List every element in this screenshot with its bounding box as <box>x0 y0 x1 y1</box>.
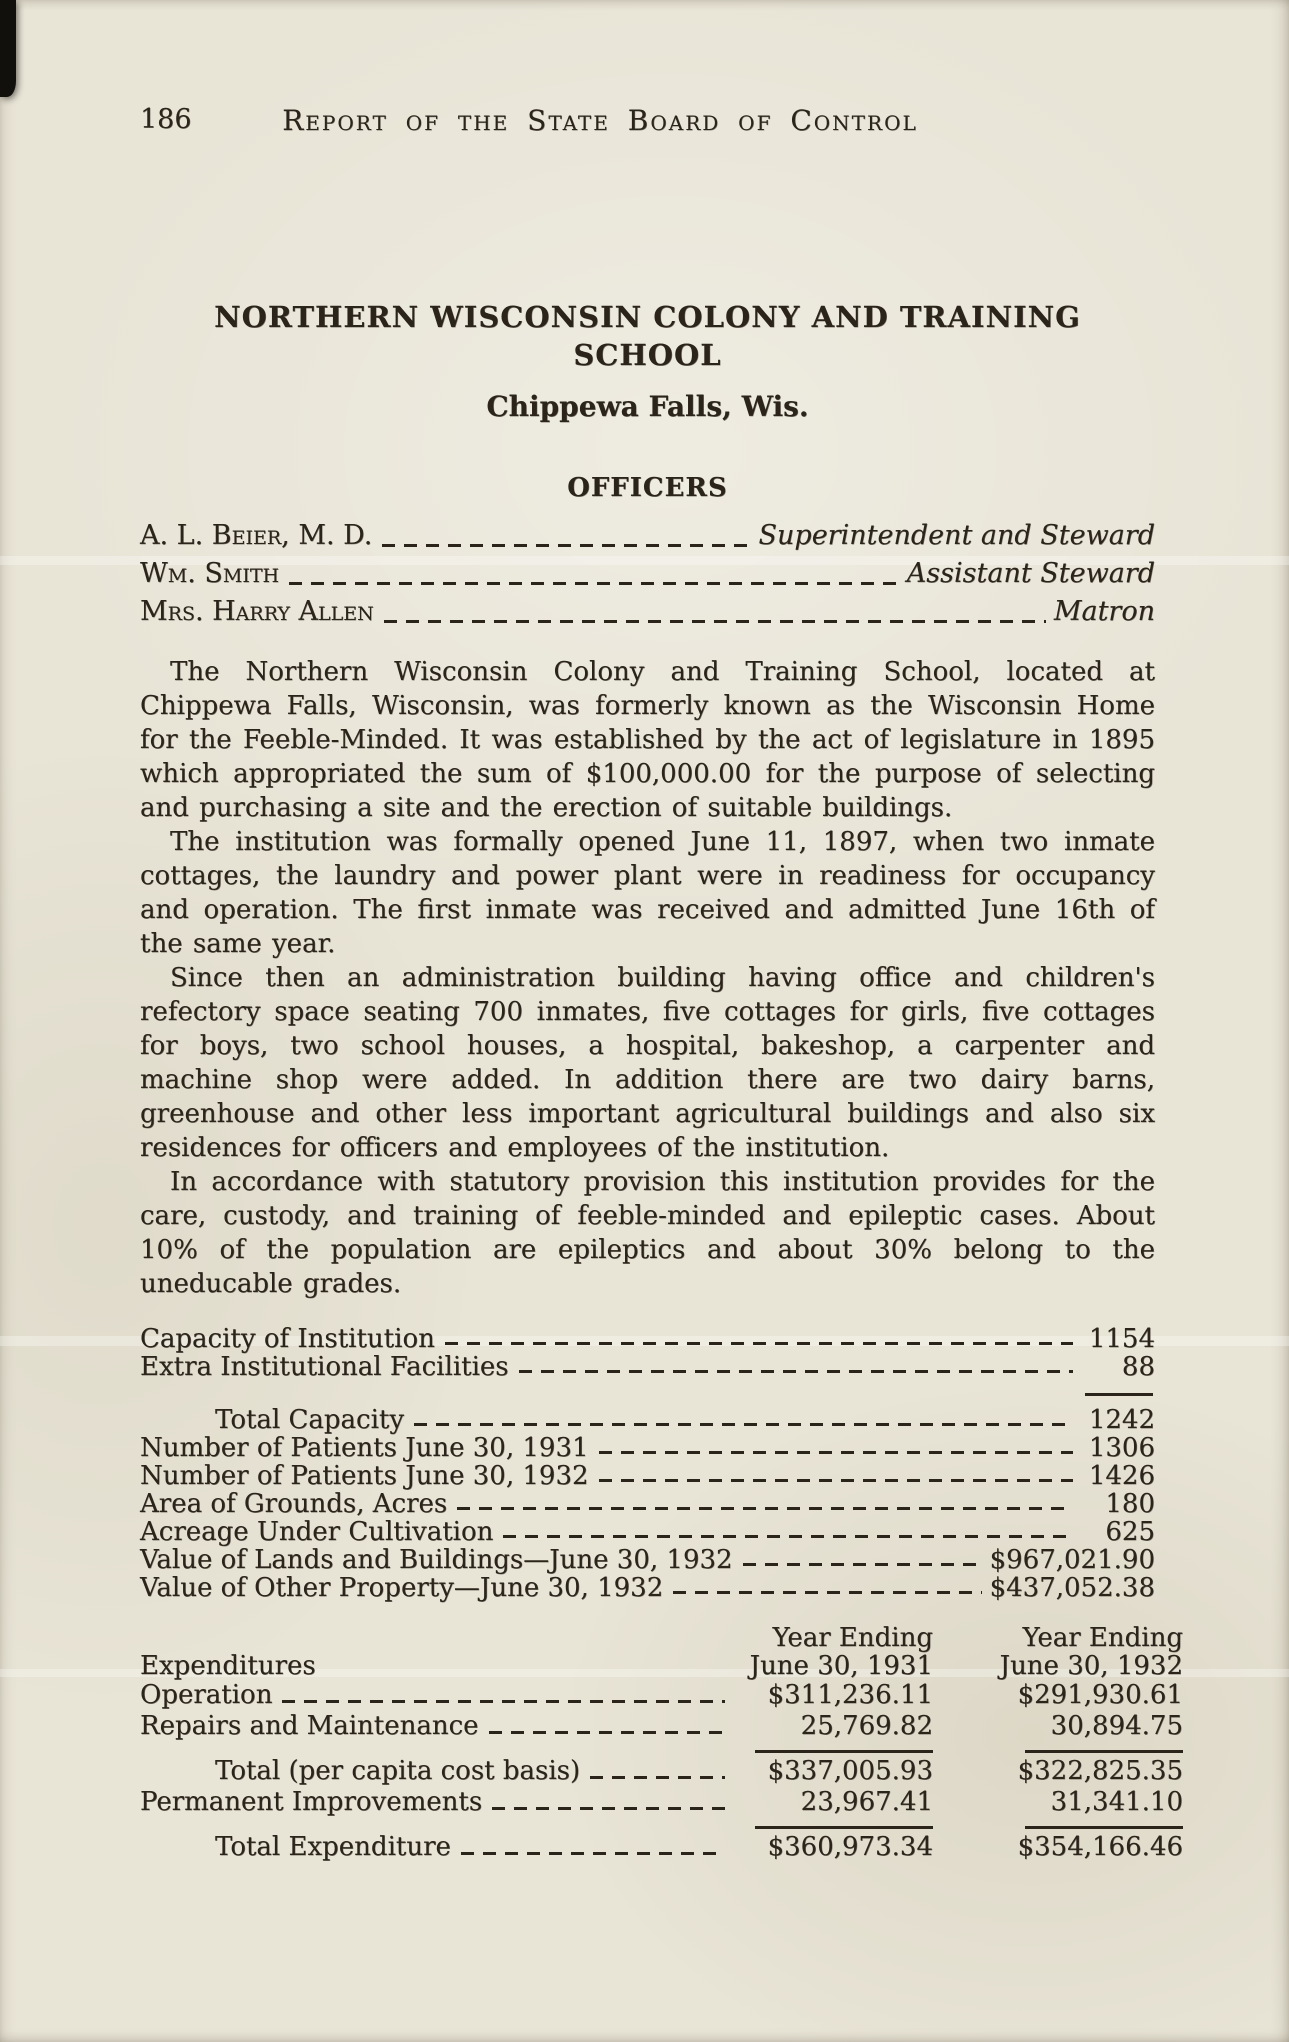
totals-rule-row <box>140 1826 1183 1829</box>
amount-1932: $322,825.35 <box>1017 1756 1183 1786</box>
stat-row <box>140 1518 1155 1546</box>
dotted-leader <box>503 1535 1073 1538</box>
stat-value: $437,052.38 <box>989 1573 1155 1603</box>
column-header-1932-line1: Year Ending <box>1022 1623 1183 1653</box>
expenditure-row <box>140 1832 1183 1863</box>
column-header-1932 <box>933 1624 1183 1680</box>
officer-name: Mrs. Harry Allen <box>140 596 374 627</box>
stat-label: Total Capacity <box>215 1405 405 1435</box>
stat-value: $967,021.90 <box>989 1545 1155 1575</box>
officer-role: Matron <box>1053 596 1155 627</box>
running-header <box>140 0 1155 140</box>
stat-label: Value of Other Property—June 30, 1932 <box>140 1573 664 1603</box>
expenditure-row <box>140 1680 1183 1711</box>
stat-row <box>140 1406 1155 1434</box>
column-header-1932-line2: June 30, 1932 <box>999 1651 1183 1681</box>
expenditures-table <box>140 1624 1183 1863</box>
stat-row <box>140 1546 1155 1574</box>
dotted-leader <box>590 1776 725 1779</box>
stat-row <box>140 1462 1155 1490</box>
institution-location: Chippewa Falls, Wis. <box>486 390 809 423</box>
officer-row <box>140 517 1155 555</box>
paragraph-buildings: Since then an administration building having office and children's refectory space seating 700 inmates, five cottages for girls, five cottages for boys, two school houses, a hospital, bakeshop, a carpenter and machine shop were added. In addition there are two dairy barns, greenhouse and other less important agricultural buildings and also six residences for officers and employees of the institution. <box>140 963 1155 1163</box>
dotted-leader <box>489 1731 725 1734</box>
officer-row <box>140 555 1155 593</box>
expenditure-row <box>140 1711 1183 1742</box>
dotted-leader <box>743 1563 982 1566</box>
paragraph-opening: The institution was formally opened June 11, 1897, when two inmate cottages, the laundry and power plant were in readiness for occupancy and operation. The first inmate was received and admitted June 16th of the same year. <box>140 827 1155 959</box>
stat-value: 1242 <box>1088 1405 1155 1435</box>
expenditure-label: Repairs and Maintenance <box>140 1711 479 1741</box>
stat-value: 1154 <box>1088 1324 1155 1354</box>
officers-list <box>140 517 1155 631</box>
report-title-line2: SCHOOL <box>573 338 722 372</box>
amount-1932: $354,166.46 <box>1017 1832 1183 1862</box>
officers-heading: OFFICERS <box>567 473 728 503</box>
stat-row <box>140 1353 1155 1381</box>
dotted-leader <box>492 1807 725 1810</box>
dotted-leader <box>282 1700 725 1703</box>
dotted-leader <box>519 1370 1073 1373</box>
statistics-list <box>140 1325 1155 1602</box>
expenditure-label: Permanent Improvements <box>140 1787 483 1817</box>
rule-1931-column <box>755 1826 933 1829</box>
running-header-title: Report of the State Board of Control <box>282 104 918 137</box>
stat-label: Acreage Under Cultivation <box>140 1517 494 1547</box>
rule-1932-column <box>1025 1826 1183 1829</box>
stat-label: Extra Institutional Facilities <box>140 1352 509 1382</box>
totals-rule-row <box>140 1750 1183 1753</box>
dotted-leader <box>289 582 899 585</box>
expenditure-label: Total Expenditure <box>215 1832 451 1862</box>
dotted-leader <box>445 1342 1073 1345</box>
column-header-1931-line2: June 30, 1931 <box>749 1651 933 1681</box>
subtotal-rule <box>1085 1393 1153 1396</box>
amount-1932: $291,930.61 <box>1017 1680 1183 1710</box>
dotted-leader <box>673 1591 981 1594</box>
scan-dark-corner-artifact <box>0 0 16 97</box>
stat-value: 625 <box>1105 1517 1155 1547</box>
dotted-leader <box>457 1507 1073 1510</box>
stat-label: Number of Patients June 30, 1931 <box>140 1433 589 1463</box>
amount-1931: 23,967.41 <box>800 1787 933 1817</box>
rule-1932-column <box>1025 1750 1183 1753</box>
expenditure-row <box>140 1787 1183 1818</box>
stat-row <box>140 1325 1155 1353</box>
column-header-1931 <box>733 1624 933 1680</box>
stat-value: 88 <box>1121 1352 1155 1382</box>
stat-label: Number of Patients June 30, 1932 <box>140 1461 589 1491</box>
stat-value: 180 <box>1105 1489 1155 1519</box>
dotted-leader <box>599 1451 1073 1454</box>
expenditure-row <box>140 1756 1183 1787</box>
stat-label: Area of Grounds, Acres <box>140 1489 448 1519</box>
stat-value: 1306 <box>1088 1433 1155 1463</box>
officer-name: Wm. Smith <box>140 558 280 589</box>
officer-role: Superintendent and Steward <box>758 520 1155 551</box>
dotted-leader <box>384 620 1046 623</box>
expenditure-label: Operation <box>140 1680 273 1710</box>
stat-row <box>140 1574 1155 1602</box>
stat-row <box>140 1490 1155 1518</box>
stat-label: Value of Lands and Buildings—June 30, 1932 <box>140 1545 733 1575</box>
dotted-leader <box>599 1479 1073 1482</box>
report-title-line1: NORTHERN WISCONSIN COLONY AND TRAINING <box>214 300 1081 334</box>
officer-name: A. L. Beier, M. D. <box>140 520 373 551</box>
rule-1931-column <box>755 1750 933 1753</box>
stat-label: Capacity of Institution <box>140 1324 435 1354</box>
expenditures-section-label: Expenditures <box>140 1651 316 1681</box>
column-header-1931-line1: Year Ending <box>772 1623 933 1653</box>
paragraph-history: The Northern Wisconsin Colony and Training School, located at Chippewa Falls, Wisconsin, was formerly known as the Wisconsin Home for the Feeble-Minded. It was established by the act of legislature in 1895 which appropriated the sum of $100,000.00 for the purpose of selecting and purchasing a site and the erection of suitable buildings. <box>140 657 1155 823</box>
amount-1931: $337,005.93 <box>767 1756 933 1786</box>
officer-role: Assistant Steward <box>906 558 1155 589</box>
amount-1932: 30,894.75 <box>1050 1711 1183 1741</box>
expenditures-header-row <box>140 1624 1183 1680</box>
expenditure-label: Total (per capita cost basis) <box>215 1756 581 1786</box>
page-content <box>140 0 1183 1863</box>
paragraph-statutory: In accordance with statutory provision this institution provides for the care, custody, and training of feeble-minded and epileptic cases. About 10% of the population are epileptics and about 30% belong to the uneducable grades. <box>140 1167 1155 1299</box>
stat-row <box>140 1434 1155 1462</box>
dotted-leader <box>461 1852 725 1855</box>
page-number: 186 <box>140 104 192 135</box>
stat-value: 1426 <box>1088 1461 1155 1491</box>
dotted-leader <box>382 544 750 547</box>
amount-1932: 31,341.10 <box>1050 1787 1183 1817</box>
amount-1931: 25,769.82 <box>800 1711 933 1741</box>
amount-1931: $360,973.34 <box>767 1832 933 1862</box>
amount-1931: $311,236.11 <box>767 1680 933 1710</box>
dotted-leader <box>414 1423 1073 1426</box>
officer-row <box>140 593 1155 631</box>
report-title <box>140 298 1155 374</box>
